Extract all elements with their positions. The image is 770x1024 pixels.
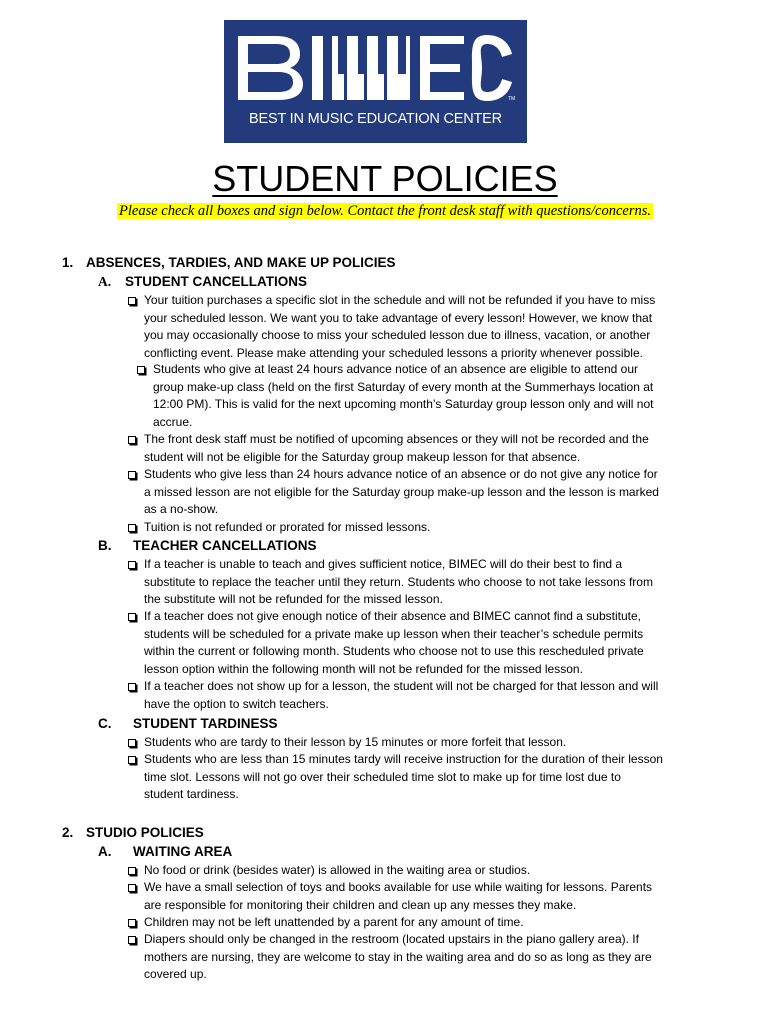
- policy-checkbox[interactable]: [128, 297, 136, 305]
- policy-text-line: as a no-show.: [144, 502, 219, 516]
- policy-checkbox[interactable]: [128, 683, 136, 691]
- policy-checkbox[interactable]: [137, 366, 145, 374]
- policy-text-line: substitute to replace the teacher until they return. Students who choose to not take lessons from: [144, 574, 653, 589]
- subsection-letter: A.: [98, 274, 112, 289]
- policy-text-line: lesson option within the following month will not be refunded for the missed lesson.: [144, 661, 583, 676]
- policy-text-line: you may occasionally choose to miss your scheduled lesson due to illness, vacation, or another: [144, 328, 651, 342]
- policy-text-line: within the current or following month. Students who choose not to use this rescheduled private: [144, 644, 644, 658]
- policy-text-line: student will not be eligible for the Saturday group makeup lesson for that absence.: [144, 449, 581, 464]
- policy-checkbox[interactable]: [128, 436, 136, 444]
- logo-tagline: BEST IN MUSIC EDUCATION CENTER: [249, 111, 502, 127]
- subsection-letter: A.: [98, 844, 112, 859]
- policy-text-line: a missed lesson are not eligible for the Saturday group make-up lesson and the lesson is marked: [144, 484, 659, 499]
- policy-text-line: are responsible for monitoring their children and clean up any messes they make.: [144, 897, 577, 912]
- policy-text-line: covered up.: [144, 967, 207, 981]
- subsection-letter: C.: [98, 716, 112, 731]
- policy-text-line: students will be scheduled for a private make up lesson when their teacher’s schedule permits: [144, 626, 644, 641]
- policy-text-line: No food or drink (besides water) is allowed in the waiting area or studios.: [144, 863, 531, 877]
- bimec-logo: [224, 20, 527, 143]
- policy-checkbox[interactable]: [128, 524, 136, 532]
- policy-text-line: Students who give at least 24 hours advance notice of an absence are eligible to attend our: [153, 362, 638, 376]
- policy-checkbox[interactable]: [128, 561, 136, 569]
- policy-text-line: If a teacher is unable to teach and gives sufficient notice, BIMEC will do their best to find a: [144, 557, 623, 571]
- section-number: 1.: [62, 255, 74, 270]
- subsection-title: TEACHER CANCELLATIONS: [133, 538, 317, 553]
- subsection-letter: B.: [98, 538, 112, 553]
- policy-text-line: Your tuition purchases a specific slot in the schedule and will not be refunded if you have to miss: [144, 293, 656, 307]
- svg-text:TM: TM: [508, 96, 516, 102]
- policy-text-line: Students who are tardy to their lesson by 15 minutes or more forfeit that lesson.: [144, 735, 567, 749]
- policy-text-line: Students who are less than 15 minutes tardy will receive instruction for the duration of their lesson: [144, 752, 663, 766]
- policy-checkbox[interactable]: [128, 936, 136, 944]
- policy-text-line: We have a small selection of toys and books available for use while waiting for lessons. Parents: [144, 880, 653, 894]
- policy-text-line: Children may not be left unattended by a parent for any amount of time.: [144, 915, 524, 929]
- policy-text-line: the substitute will not be refunded for the missed lesson.: [144, 592, 443, 606]
- subsection-title: STUDENT TARDINESS: [133, 716, 278, 731]
- subsection-title: WAITING AREA: [133, 844, 233, 859]
- policy-checkbox[interactable]: [128, 613, 136, 621]
- policy-checkbox[interactable]: [128, 756, 136, 764]
- policy-text-line: accrue.: [153, 414, 193, 429]
- policy-text-line: Students who give less than 24 hours advance notice of an absence or do not give any notice for: [144, 467, 658, 481]
- policy-checkbox[interactable]: [128, 739, 136, 747]
- policy-text-line: group make-up class (held on the first Saturday of every month at the Summerhays location at: [153, 379, 654, 394]
- instruction-text: Please check all boxes and sign below. Contact the front desk staff with questions/concerns.: [119, 203, 651, 219]
- policy-checkbox[interactable]: [128, 867, 136, 875]
- policy-text-line: Tuition is not refunded or prorated for missed lessons.: [144, 520, 431, 534]
- section-title: ABSENCES, TARDIES, AND MAKE UP POLICIES: [86, 255, 396, 270]
- policy-text-line: The front desk staff must be notified of upcoming absences or they will not be recorded and the: [144, 432, 649, 446]
- policy-text-line: mothers are nursing, they are welcome to stay in the waiting area and do so as long as they are: [144, 949, 652, 964]
- policy-text-line: If a teacher does not give enough notice of their absence and BIMEC cannot find a substitute,: [144, 609, 641, 623]
- policy-checkbox[interactable]: [128, 884, 136, 892]
- section-number: 2.: [62, 825, 74, 840]
- policy-text-line: student tardiness.: [144, 787, 239, 801]
- policy-text-line: If a teacher does not show up for a lesson, the student will not be charged for that lesson and will: [144, 679, 659, 693]
- section-title: STUDIO POLICIES: [86, 825, 204, 840]
- policy-text-line: conflicting event. Please make attending your scheduled lessons a priority whenever possible.: [144, 345, 643, 360]
- page-title: [0, 157, 770, 201]
- policy-checkbox[interactable]: [128, 471, 136, 479]
- page-title-text: STUDENT POLICIES: [212, 158, 558, 199]
- policy-text-line: have the option to switch teachers.: [144, 696, 329, 711]
- policy-text-line: Diapers should only be changed in the restroom (located upstairs in the piano gallery area). If: [144, 932, 639, 946]
- policy-text-line: 12:00 PM). This is valid for the next upcoming month’s Saturday group lesson only and will not: [153, 397, 654, 411]
- policy-text-line: time slot. Lessons will not go over their scheduled time slot to make up for time lost due to: [144, 769, 621, 784]
- policy-text-line: your scheduled lesson. We want you to take advantage of every lesson! However, we know that: [144, 310, 653, 325]
- subsection-title: STUDENT CANCELLATIONS: [125, 274, 307, 289]
- instruction-note: [0, 201, 770, 221]
- policy-checkbox[interactable]: [128, 919, 136, 927]
